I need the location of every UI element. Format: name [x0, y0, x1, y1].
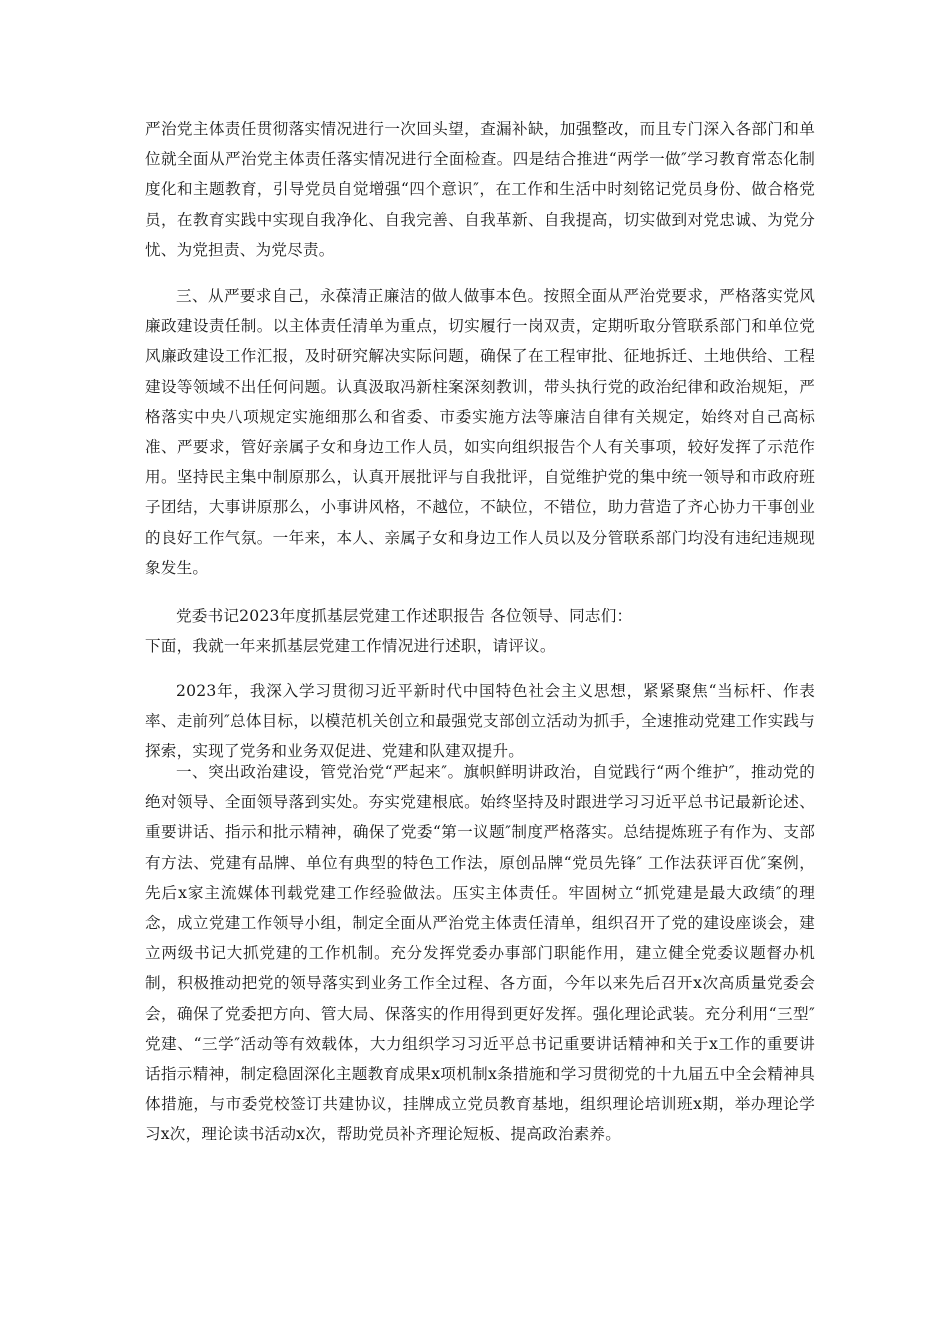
report-title-block	[145, 601, 815, 661]
paragraph-text: 2023年，我深入学习贯彻习近平新时代中国特色社会主义思想，紧紧聚焦“当标杆、作表率、走前列″总体目标，以模范机关创立和最强党支部创立活动为抓手，全速推动党建工作实践与探索，实现了党务和业务双促进、党建和队建双提升。	[145, 682, 815, 761]
paragraph-text: 严治党主体责任贯彻落实情况进行一次回头望，查漏补缺，加强整改，而且专门深入各部门和单位就全面从严治党主体责任落实情况进行全面检查。四是结合推进“两学一做″学习教育常态化制度化和主题教育，引导党员自觉增强“四个意识″，在工作和生活中时刻铭记党员身份、做合格党员，在教育实践中实现自我净化、自我完善、自我革新、自我提高，切实做到对党忠诚、为党分忧、为党担责、为党尽责。	[145, 120, 815, 259]
report-heading	[145, 601, 815, 661]
report-title-line: 党委书记2023年度抓基层党建工作述职报告 各位领导、同志们：	[176, 607, 633, 625]
paragraph-text: 一、突出政治建设，管党治党“严起来″。旗帜鲜明讲政治，自觉践行“两个维护″，推动党的绝对领导、全面领导落到实处。夯实党建根底。始终坚持及时跟进学习习近平总书记最新论述、重要讲话、指示和批示精神，确保了党委“第一议题″制度严格落实。总结提炼班子有作为、支部有方法、党建有品牌、单位有典型的特色工作法，原创品牌“党员先锋″ 工作法获评百优″案例，先后x家主流媒体刊载党建工作经验做法。压实主体责任。牢固树立“抓党建是最大政绩″的理念，成立党建工作领导小组，制定全面从严治党主体责任清单，组织召开了党的建设座谈会，建立两级书记大抓党建的工作机制。充分发挥党委办事部门职能作用，建立健全党委议题督办机制，积极推动把党的领导落实到业务工作全过程、各方面，今年以来先后召开x次高质量党委会会，确保了党委把方向、管大局、保落实的作用得到更好发挥。强化理论武装。充分利用“三型″党建、“三学″活动等有效载体，大力组织学习习近平总书记重要讲话精神和关于x工作的重要讲话指示精神，制定稳固深化主题教育成果x项机制x条措施和学习贯彻党的十九届五中全会精神具体措施，与市委党校签订共建协议，挂牌成立党员教育基地，组织理论培训班x期，举办理论学习x次，理论读书活动x次，帮助党员补齐理论短板、提高政治素养。	[145, 763, 815, 1144]
paragraph-text: 三、从严要求自己，永葆清正廉洁的做人做事本色。按照全面从严治党要求，严格落实党风廉政建设责任制。以主体责任清单为重点，切实履行一岗双责，定期听取分管联系部门和单位党风廉政建设工作汇报，及时研究解决实际问题，确保了在工程审批、征地拆迁、土地供给、工程建设等领域不出任何问题。认真汲取冯新柱案深刻教训，带头执行党的政治纪律和政治规矩，严格落实中央八项规定实施细那么和省委、市委实施方法等廉洁自律有关规定，始终对自己高标准、严要求，管好亲属子女和身边工作人员，如实向组织报告个人有关事项，较好发挥了示范作用。坚持民主集中制原那么，认真开展批评与自我批评，自觉维护党的集中统一领导和市政府班子团结，大事讲原那么，小事讲风格，不越位，不缺位，不错位，助力营造了齐心协力干事创业的良好工作气氛。一年来，本人、亲属子女和身边工作人员以及分管联系部门均没有违纪违规现象发生。	[145, 287, 815, 577]
report-intro-line: 下面，我就一年来抓基层党建工作情况进行述职，请评议。	[145, 637, 556, 656]
paragraph-continuation	[145, 114, 815, 265]
paragraph-political-building	[145, 757, 815, 1150]
paragraph-overview-2023	[145, 676, 815, 767]
paragraph-self-discipline	[145, 281, 815, 583]
